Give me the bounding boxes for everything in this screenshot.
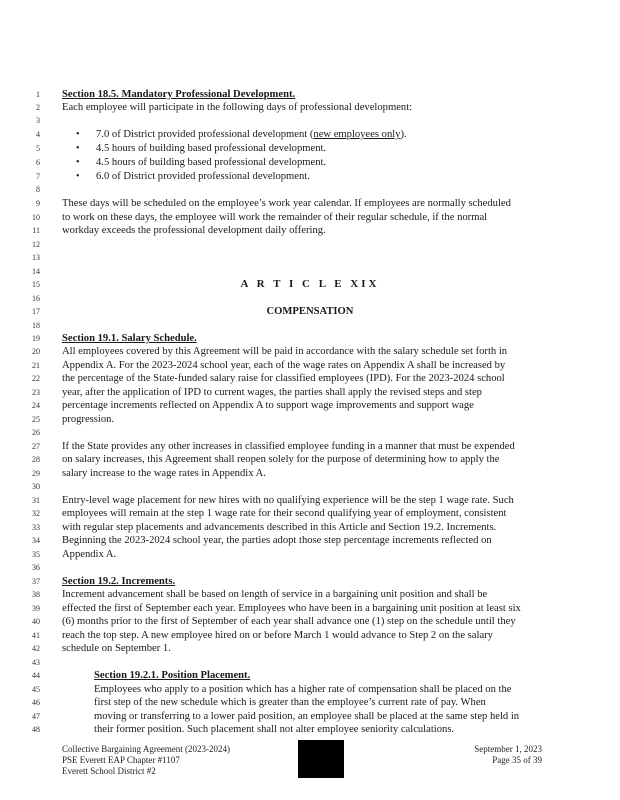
line-number: 28 <box>32 455 40 464</box>
paragraph-line: If the State provides any other increases in classified employee funding in a manner that must be expended <box>62 441 515 452</box>
line-number: 13 <box>32 253 40 262</box>
line-number: 23 <box>32 388 40 397</box>
paragraph-line: with regular step placements and advancements described in this Article and Section 19.2. Increments. <box>62 522 497 533</box>
line-number: 10 <box>32 213 40 222</box>
line-number: 47 <box>32 712 40 721</box>
paragraph-line: Beginning the 2023-2024 school year, the parties adopt those step percentage increments reflected on <box>62 535 492 546</box>
footer-date: September 1, 2023 <box>474 744 542 754</box>
paragraph-line: moving or transferring to a lower paid position, an employee shall be placed at the same step held in <box>94 711 520 722</box>
line-number: 18 <box>32 321 40 330</box>
line-number: 21 <box>32 361 40 370</box>
paragraph-line: percentage increments reflected on Appendix A to support wage improvements and support wage <box>62 400 474 411</box>
paragraph-line: first step of the new schedule which is greater than the employee’s current rate of pay. When <box>94 697 486 708</box>
paragraph-line: workday exceeds the professional development daily offering. <box>62 225 326 236</box>
footer-left-line: Collective Bargaining Agreement (2023-2024) <box>62 744 231 754</box>
line-number: 2 <box>36 103 40 112</box>
line-number: 44 <box>32 671 40 680</box>
line-number: 35 <box>32 550 40 559</box>
section-19-2-heading: Section 19.2. Increments. <box>62 576 176 587</box>
line-number: 39 <box>32 604 40 613</box>
line-number: 36 <box>32 563 40 572</box>
footer-page-number: Page 35 of 39 <box>492 755 542 765</box>
line-number: 4 <box>36 130 40 139</box>
footer-left-line: PSE Everett EAP Chapter #1107 <box>62 755 180 765</box>
line-number: 26 <box>32 428 40 437</box>
bullet-item: 7.0 of District provided professional development (new employees only). <box>96 129 407 140</box>
section-18-5-intro: Each employee will participate in the following days of professional development: <box>62 102 413 113</box>
line-number: 6 <box>36 158 40 167</box>
line-number: 38 <box>32 590 40 599</box>
paragraph-line: All employees covered by this Agreement will be paid in accordance with the salary schedule set forth in <box>62 346 508 357</box>
line-number: 40 <box>32 617 40 626</box>
line-number: 46 <box>32 698 40 707</box>
line-number: 22 <box>32 374 40 383</box>
line-number: 9 <box>36 199 40 208</box>
line-number: 1 <box>36 90 40 99</box>
bullet-icon: • <box>76 157 80 168</box>
line-number: 27 <box>32 442 40 451</box>
line-number: 16 <box>32 294 40 303</box>
line-number: 7 <box>36 172 40 181</box>
paragraph-line: Appendix A. <box>62 549 117 560</box>
line-number: 41 <box>32 631 40 640</box>
line-number: 45 <box>32 685 40 694</box>
section-18-5-heading: Section 18.5. Mandatory Professional Development. <box>62 89 296 100</box>
paragraph-line: progression. <box>62 414 115 425</box>
paragraph-line: their former position. Such placement shall not alter employee seniority calculations. <box>94 724 455 735</box>
paragraph-line: reach the top step. A new employee hired on or before March 1 would advance to Step 2 on the salary <box>62 630 493 641</box>
line-number: 30 <box>32 482 40 491</box>
line-number: 20 <box>32 347 40 356</box>
line-number: 8 <box>36 185 40 194</box>
line-number: 33 <box>32 523 40 532</box>
paragraph-line: on salary increases, this Agreement shall reopen solely for the purpose of determining how to apply the <box>62 454 500 465</box>
line-number: 11 <box>32 226 40 235</box>
paragraph-line: the percentage of the State-funded salary raise for classified employees (IPD). For the 2023-2024 school <box>62 373 505 384</box>
line-number: 15 <box>32 280 40 289</box>
paragraph-line: Employees who apply to a position which has a higher rate of compensation shall be placed on the <box>94 684 512 695</box>
line-number: 34 <box>32 536 40 545</box>
line-number: 43 <box>32 658 40 667</box>
article-title: A R T I C L E XIX <box>240 278 380 290</box>
redaction-block <box>298 740 344 778</box>
line-number: 19 <box>32 334 40 343</box>
line-number: 25 <box>32 415 40 424</box>
paragraph-line: These days will be scheduled on the employee’s work year calendar. If employees are normally scheduled <box>62 198 511 209</box>
paragraph-line: Increment advancement shall be based on length of service in a bargaining unit position and shall be <box>62 589 488 600</box>
paragraph-line: Entry-level wage placement for new hires with no qualifying experience will be the step 1 wage rate. Such <box>62 495 514 506</box>
bullet-icon: • <box>76 143 80 154</box>
paragraph-line: schedule on September 1. <box>62 643 171 654</box>
line-number: 42 <box>32 644 40 653</box>
line-number: 24 <box>32 401 40 410</box>
footer-left <box>62 744 230 777</box>
bullet-item: 4.5 hours of building based professional development. <box>96 157 327 168</box>
footer-right <box>474 744 542 766</box>
line-number: 48 <box>32 725 40 734</box>
paragraph-line: salary increase to the wage rates in Appendix A. <box>62 468 266 479</box>
bullet-item: 4.5 hours of building based professional development. <box>96 143 327 154</box>
line-number: 12 <box>32 240 40 249</box>
bullet-icon: • <box>76 171 80 182</box>
line-number: 17 <box>32 307 40 316</box>
line-number: 37 <box>32 577 40 586</box>
line-number: 29 <box>32 469 40 478</box>
line-number: 5 <box>36 144 40 153</box>
article-subtitle: COMPENSATION <box>266 306 354 317</box>
line-number: 3 <box>36 116 40 125</box>
line-number: 31 <box>32 496 40 505</box>
paragraph-line: effected the first of September each year. Employees who have been in a bargaining unit position at least six <box>62 603 521 614</box>
paragraph-line: employees will remain at the step 1 wage rate for their second qualifying year of employment, consistent <box>62 508 507 519</box>
bullet-icon: • <box>76 129 80 140</box>
paragraph-line: to work on these days, the employee will work the remainder of their regular schedule, if the normal <box>62 212 488 223</box>
section-19-2-1-heading: Section 19.2.1. Position Placement. <box>94 670 251 681</box>
paragraph-line: year, after the application of IPD to current wages, the parties shall apply the revised steps and step <box>62 387 482 398</box>
paragraph-line: (6) months prior to the first of September of each year shall advance one (1) step on the schedule until they <box>62 616 516 627</box>
paragraph-line: Appendix A. For the 2023-2024 school year, each of the wage rates on Appendix A shall be increased by <box>62 360 506 371</box>
section-19-1-heading: Section 19.1. Salary Schedule. <box>62 333 197 344</box>
bullet-item: 6.0 of District provided professional development. <box>96 171 310 182</box>
line-number: 32 <box>32 509 40 518</box>
line-number: 14 <box>32 267 40 276</box>
footer-left-line: Everett School District #2 <box>62 766 156 776</box>
